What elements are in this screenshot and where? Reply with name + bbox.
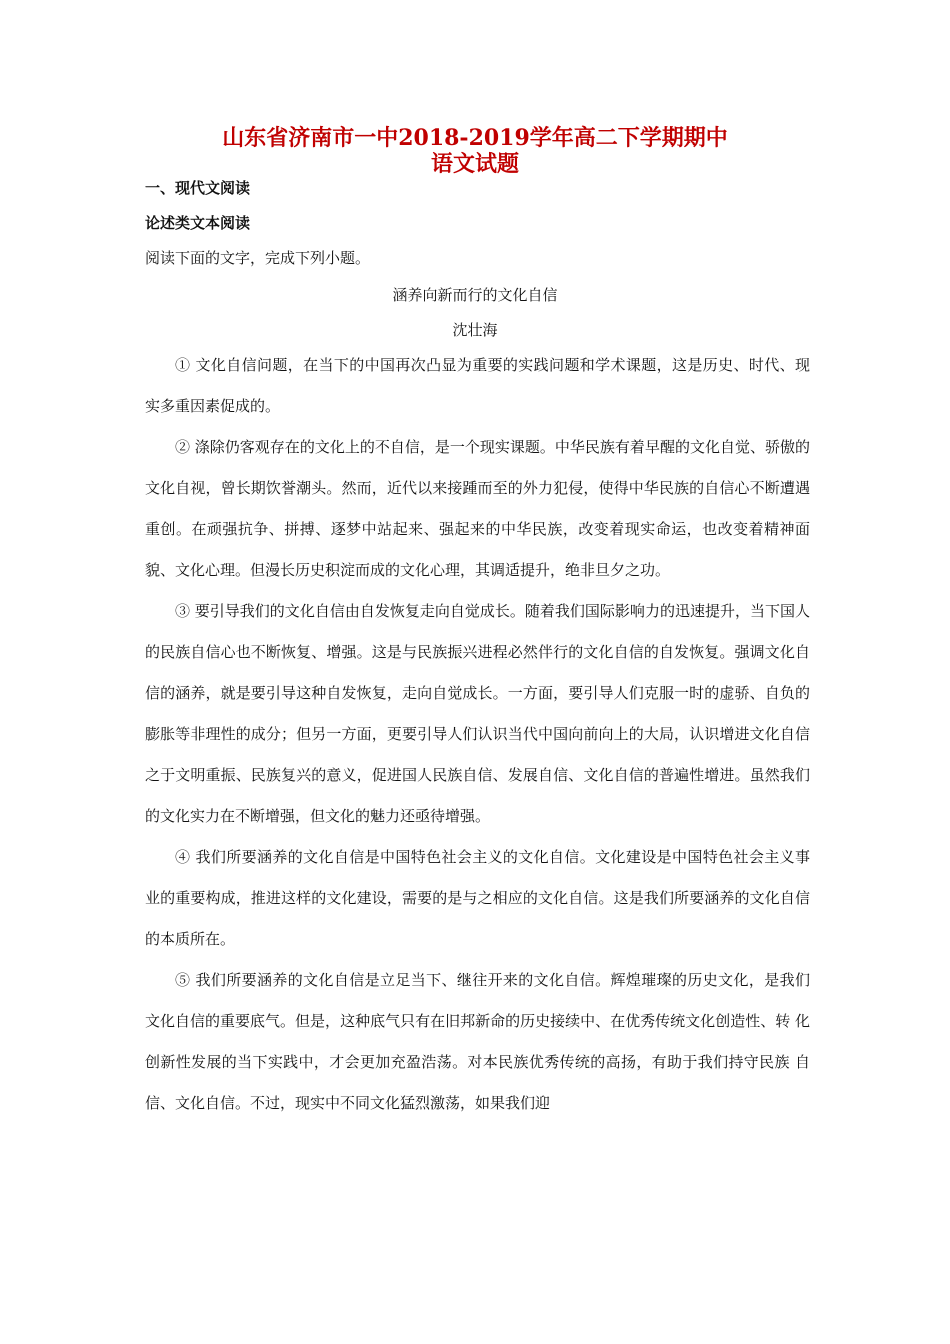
document-title-line2: 语文试题 bbox=[430, 151, 519, 177]
paragraph-2: ② 涤除仍客观存在的文化上的不自信，是一个现实课题。中华民族有着早醒的文化自觉、骄傲的文化自视，曾长期饮誉潮头。然而，近代以来接踵而至的外力犯侵，使得中华民族的自信心不断遭遇重创。在顽强抗争、拼搏、逐梦中站起来、强起来的中华民族，改变着现实命运，也改变着精神面貌、文化心理。但漫长历史积淀而成的文化心理，其调适提升，绝非旦夕之功。 bbox=[145, 438, 810, 579]
instruction-text: 阅读下面的文字，完成下列小题。 bbox=[145, 249, 371, 267]
document-title-line1: 山东省济南市一中2018-2019学年高二下学期期中 bbox=[222, 125, 728, 151]
article-body bbox=[145, 345, 810, 1124]
paragraph-1: ① 文化自信问题，在当下的中国再次凸显为重要的实践问题和学术课题，这是历史、时代、现 实多重因素促成的。 bbox=[145, 356, 810, 415]
paragraph-3: ③ 要引导我们的文化自信由自发恢复走向自觉成长。随着我们国际影响力的迅速提升，当下国人的民族自信心也不断恢复、增强。这是与民族振兴进程必然伴行的文化自信的自发恢复。强调文化自信的涵养，就是要引导这种自发恢复，走向自觉成长。一方面，要引导人们克服一时的虚骄、自负的膨胀等非理性的成分；但另一方面，更要引导人们认识当代中国向前向上的大局，认识增进文化自信之于文明重振、民族复兴的意义，促进国人民族自信、发展自信、文化自信的普遍性增进。虽然我们的文化实力在不断增强，但文化的魅力还亟待增强。 bbox=[145, 602, 810, 825]
article-author: 沈壮海 bbox=[452, 321, 498, 339]
subsection-heading: 论述类文本阅读 bbox=[145, 214, 251, 232]
paragraph-5: ⑤ 我们所要涵养的文化自信是立足当下、继往开来的文化自信。辉煌璀璨的历史文化，是我们 文化自信的重要底气。但是，这种底气只有在旧邦新命的历史接续中、在优秀传统文化创造性、转 化创新性发展的当下实践中，才会更加充盈浩荡。对本民族优秀传统的高扬，有助于我们持守民族 自信、文化自信。不过，现实中不同文化猛烈激荡，如果我们迎 bbox=[145, 971, 810, 1112]
paragraph-4: ④ 我们所要涵养的文化自信是中国特色社会主义的文化自信。文化建设是中国特色社会主义事 业的重要构成，推进这样的文化建设，需要的是与之相应的文化自信。这是我们所要涵养的文化自信的本质所在。 bbox=[145, 848, 810, 948]
section-heading: 一、现代文阅读 bbox=[145, 179, 251, 197]
article-title: 涵养向新而行的文化自信 bbox=[392, 286, 558, 304]
